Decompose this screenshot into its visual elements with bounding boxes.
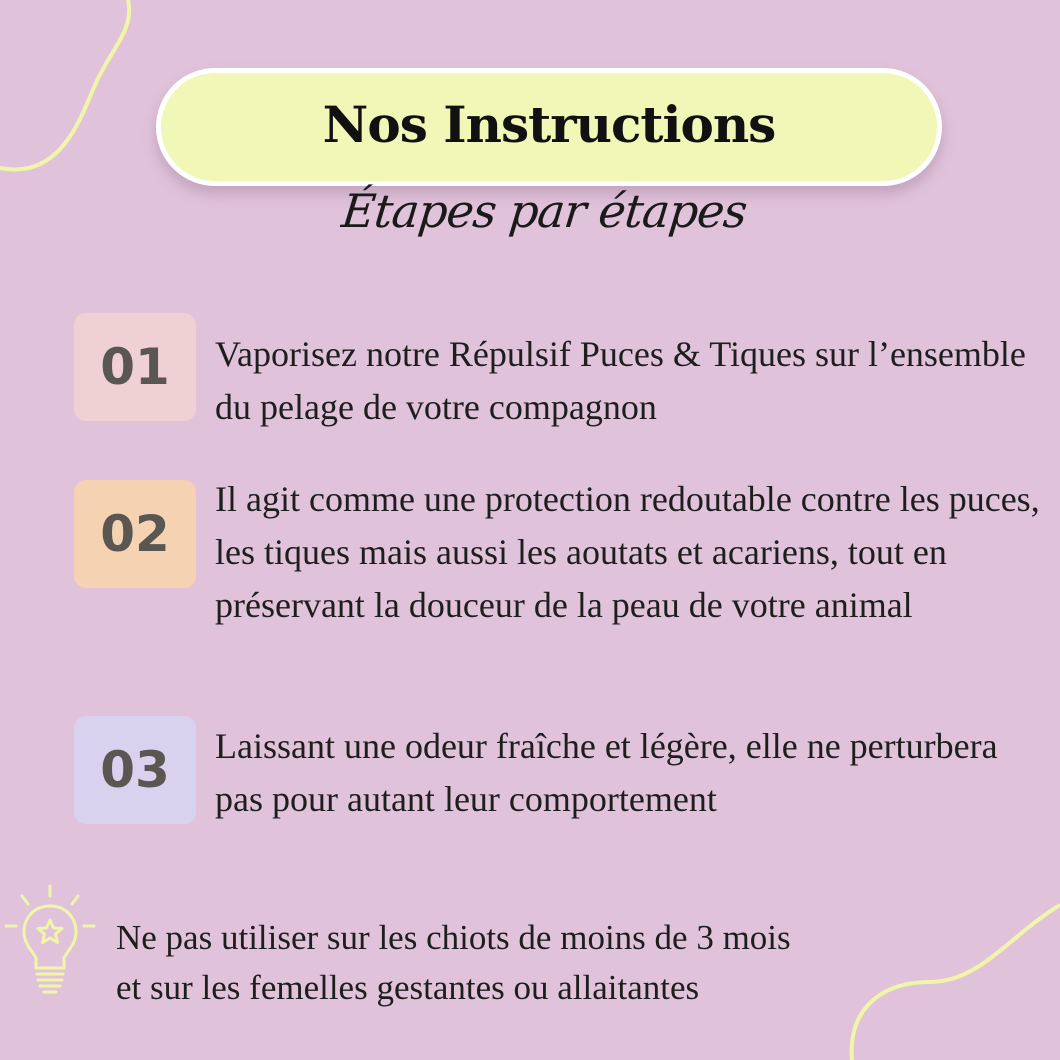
title-banner xyxy=(156,68,942,186)
warning-line-2: et sur les femelles gestantes ou allaitantes xyxy=(116,968,700,1007)
lightbulb-star-icon xyxy=(2,884,102,1004)
page-subtitle: Étapes par étapes xyxy=(339,184,750,238)
warning-line-1: Ne pas utiliser sur les chiots de moins de 3 mois xyxy=(116,918,791,957)
step-text: Il agit comme une protection redoutable contre les puces, les tiques mais aussi les aoutats et acariens, tout en préservant la douceur de la peau de votre animal xyxy=(215,479,1040,625)
step-number-badge: 01 xyxy=(74,313,196,421)
page-title: Nos Instructions xyxy=(322,94,776,154)
step-text: Laissant une odeur fraîche et légère, elle ne perturbera pas pour autant leur comportement xyxy=(215,726,998,819)
warning-note xyxy=(116,913,1016,1013)
step-text: Vaporisez notre Répulsif Puces & Tiques sur l’ensemble du pelage de votre compagnon xyxy=(215,334,1026,427)
top-left-curve xyxy=(0,0,129,170)
step-number-badge: 03 xyxy=(74,716,196,824)
step-number-badge: 02 xyxy=(74,480,196,588)
